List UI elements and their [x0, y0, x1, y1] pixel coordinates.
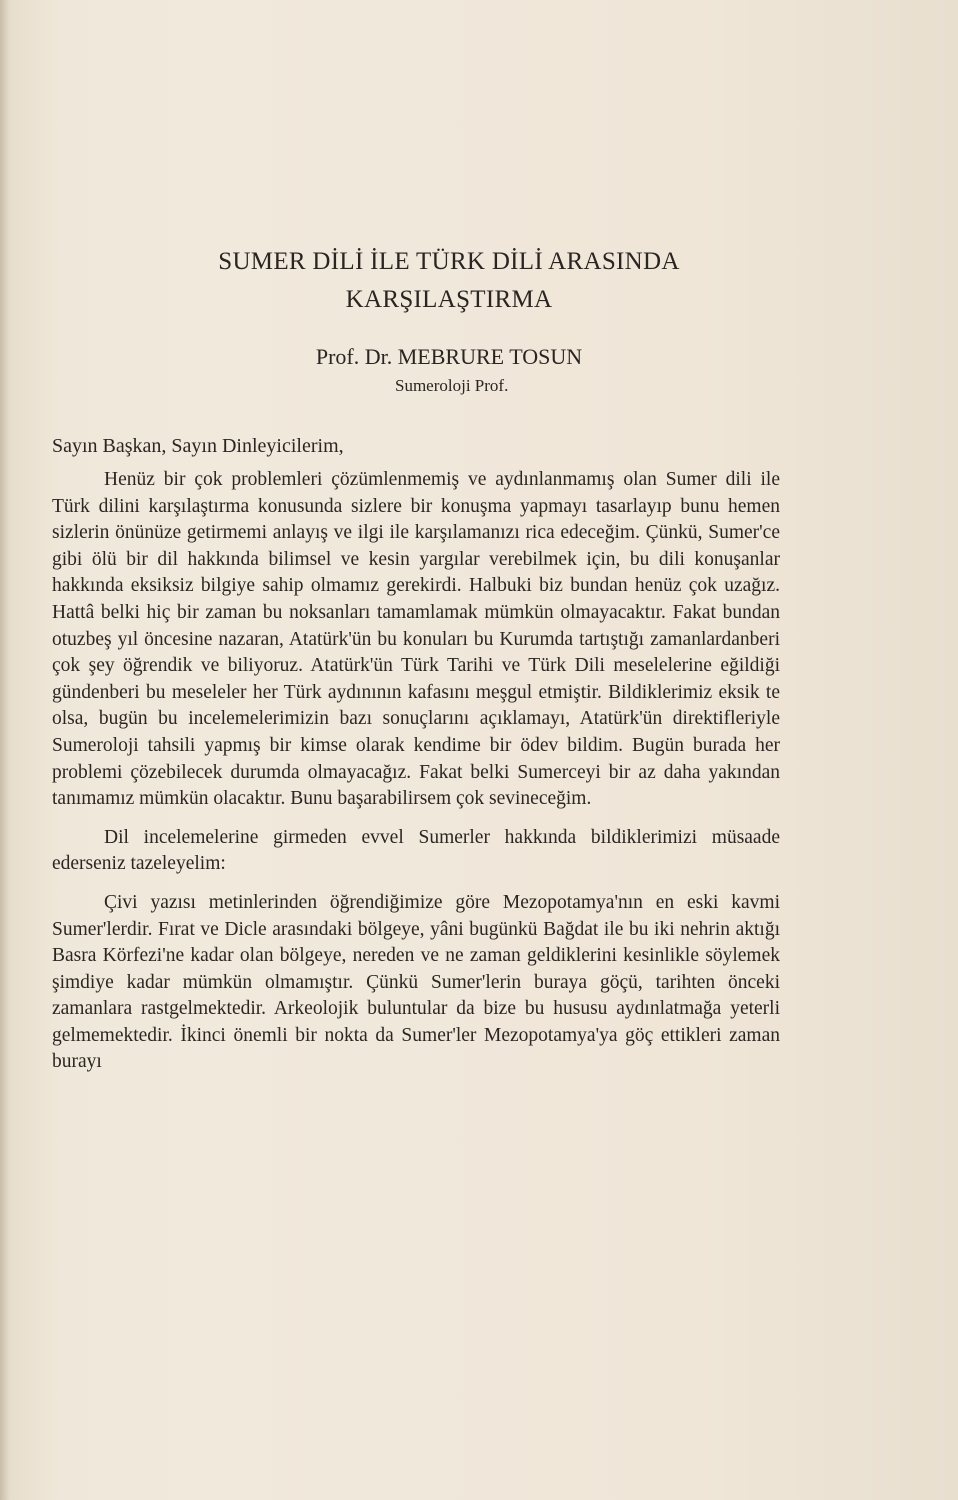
paragraph-3: Çivi yazısı metinlerinden öğrendiğimize göre Mezopotamya'nın en eski kavmi Sumer'lerdir. Fırat ve Dicle arasındaki bölgeye, yâni bugünkü Bağdat ile bu iki nehrin aktığı Basra Körfezi'ne kadar olan bölgeye, nereden ve ne zaman geldiklerini kesinlikle söylemek şimdiye kadar mümkün olmamıştır. Çünkü Sumer'lerin buraya göçü, tarihten önceki zamanlara rastgelmektedir. Arkeolojik buluntular da bize bu hususu aydınlatmağa yeterli gelmemektedir. İkinci önemli bir nokta da Sumer'ler Mezopotamya'ya göç ettikleri zaman burayı [52, 891, 780, 1073]
author-name: Prof. Dr. MEBRURE TOSUN [315, 344, 583, 369]
page-spine-shadow [0, 0, 10, 1500]
author-affiliation: Sumeroloji Prof. [395, 376, 509, 395]
title-line-2: KARŞILAŞTIRMA [345, 286, 553, 313]
paragraph-2: Dil incelemelerine girmeden evvel Sumerler hakkında bildiklerimizi müsaade ederseniz tazeleyelim: [52, 826, 780, 875]
article [52, 243, 780, 1076]
salutation: Sayın Başkan, Sayın Dinleyicilerim, [52, 435, 344, 457]
title-line-1: SUMER DİLİ İLE TÜRK DİLİ ARASINDA [218, 248, 680, 275]
article-title [52, 243, 780, 319]
paragraph-1: Henüz bir çok problemleri çözümlenmemiş ve aydınlanmamış olan Sumer dili ile Türk dilini karşılaştırma konusunda sizlere bir konuşma yapmayı tasarlayıp bunu hemen sizlerin önünüze getirmemi anlayış ve ilgi ile karşılamanızı rica edeceğim. Çünkü, Sumer'ce gibi ölü bir dil hakkında bilimsel ve kesin yargılar verebilmek için, bu dili konuşanlar hakkında eksiksiz bilgiye sahip olmamız gerekirdi. Halbuki biz bundan henüz çok uzağız. Hattâ belki hiç bir zaman bu noksanları tamamlamak mümkün olmayacaktır. Fakat bundan otuzbeş yıl öncesine nazaran, Atatürk'ün bu konuları bu Kurumda tartıştığı zamanlardanberi çok şey öğrendik ve biliyoruz. Atatürk'ün Türk Tarihi ve Türk Dili meselelerine eğildiği gündenberi bu meseleler her Türk aydınının kafasını meşgul etmiştir. Bildiklerimiz eksik te olsa, bugün bu incelemelerimizin bazı sonuçlarını açıklamayı, Atatürk'ün direktifleriyle Sumeroloji tahsili yapmış bir kimse olarak kendime bir ödev bildim. Bugün burada her problemi çözebilecek durumda olmayacağız. Fakat belki Sumerceyi bir az daha yakından tanımamız mümkün olacaktır. Bunu başarabilirsem çok sevineceğim. [52, 469, 780, 810]
